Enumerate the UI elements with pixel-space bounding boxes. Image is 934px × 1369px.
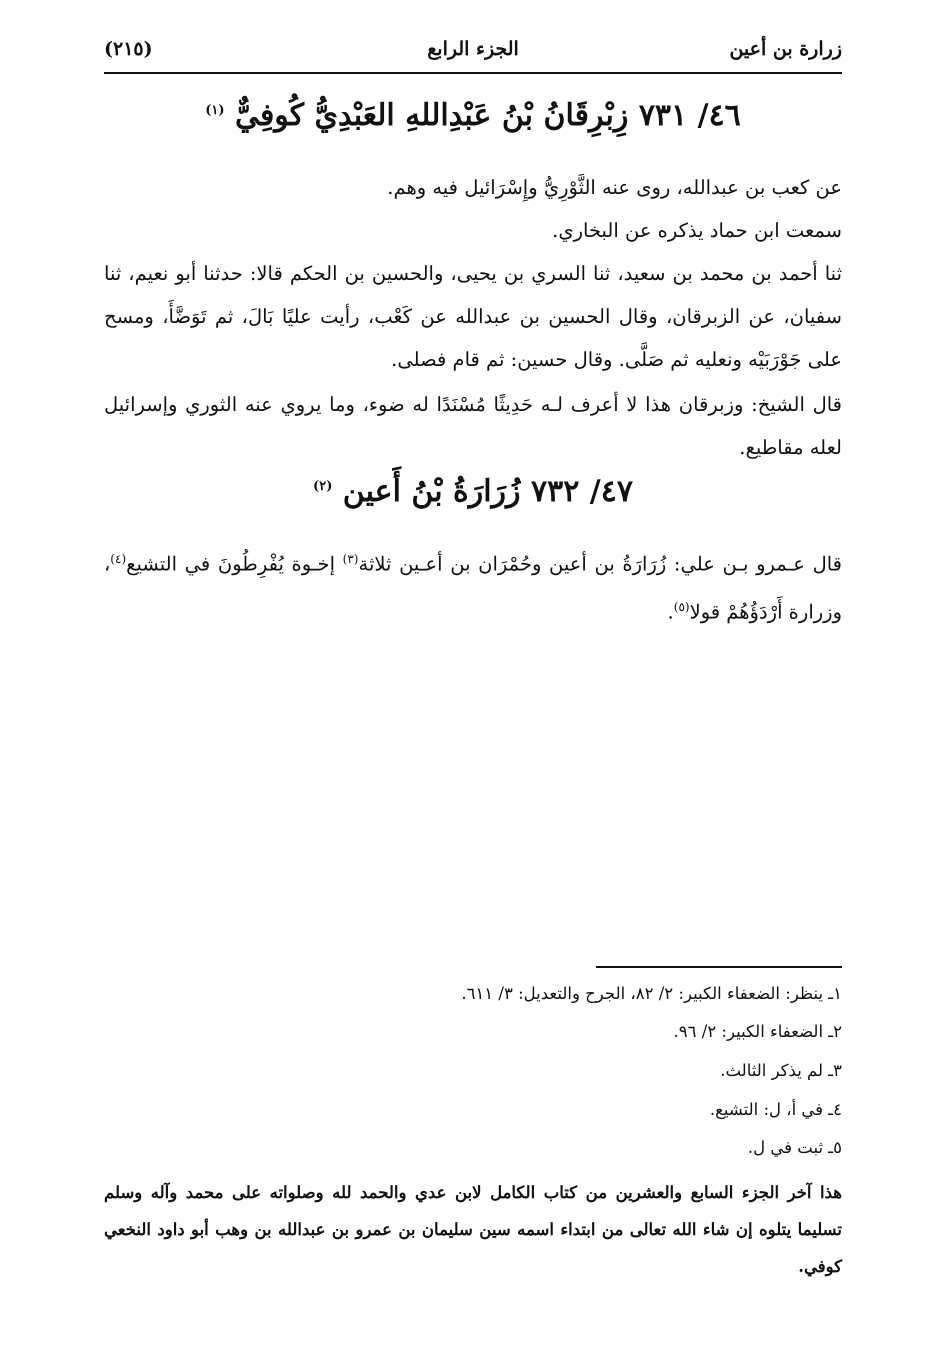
volume-title: الجزء الرابع [427,38,519,60]
footnote-mark: (١) [205,103,225,118]
footnote-item: ٤ـ في أ، ل: التشيع. [709,1100,842,1119]
running-title: زرارة بن أعين [729,38,842,60]
entry-title-47 [104,474,842,509]
header-rule [104,72,842,74]
footnote-item: ٥ـ ثبت في ل. [747,1138,842,1157]
page-header [104,32,842,72]
footnote-mark: (٣) [342,552,359,566]
footnote-mark: (٥) [673,599,690,614]
page-number: (٢١٥) [104,38,153,60]
footnote-item: ٣ـ لم يذكر الثالث. [720,1061,842,1080]
text-run: إخـوة يُفْرِطُونَ في التشيع [126,552,343,576]
entry-paragraph [104,538,842,633]
text-run: ، وزرارة أَرْدَؤُهُمْ قولا [104,552,842,623]
colophon-note: هذا آخر الجزء السابع والعشرين من كتاب الكامل لابن عدي والحمد لله وصلواته على محمد وآله وسلم تسليما يتلوه إن شاء الله تعالى من ابتداء اسمه سين سليمان بن عمرو بن عبدالله بن وهب أبو داود النخعي كوفي. [104,1183,842,1276]
text-run: قال عـمرو بـن علي: زُرَارَةُ بن أعين وحُمْرَان بن أعـين ثلاثة [358,552,843,576]
footnote-mark: (٤) [110,552,127,566]
entry-paragraph: سمعت ابن حماد يذكره عن البخاري. [552,219,842,242]
entry-paragraph: ثنا أحمد بن محمد بن سعيد، ثنا السري بن يحيى، والحسين بن الحكم قالا: حدثنا أبو نعيم، ثنا سفيان، عن الزبرقان، وقال الحسين بن عبدالله عن كَعْب، رأيت عليًا بَالَ، ثم تَوَضَّأَ، ومسح على جَوْرَبَيْه ونعليه ثم صَلَّى. وقال حسين: ثم قام فصلى. [104,262,842,371]
footnote-rule [596,966,842,968]
footnote-mark: (٢) [313,479,333,494]
entry-number: ٤٦/ ٧٣١ [638,98,741,133]
entry-title-46 [104,98,842,133]
entry-paragraph: قال الشيخ: وزبرقان هذا لا أعرف لـه حَدِيثًا مُسْنَدًا له ضوء، وما يروي عنه الثوري وإسرائيل لعله مقاطيع. [104,393,842,459]
entry-name: زِبْرِقَانُ بْنُ عَبْدِاللهِ العَبْدِيُّ كُوفِيٌّ [234,98,629,133]
footnote-item: ٢ـ الضعفاء الكبير: ٢/ ٩٦. [673,1022,842,1041]
entry-name: زُرَارَةُ بْنُ أَعين [342,474,521,509]
entry-paragraph: عن كعب بن عبدالله، روى عنه الثَّوْرِيُّ وإِسْرَائيل فيه وهم. [387,176,842,199]
footnote-item: ١ـ ينظر: الضعفاء الكبير: ٢/ ٨٢، الجرح والتعديل: ٣/ ٦١١. [461,984,842,1003]
text-run: . [667,600,674,623]
entry-number: ٤٧/ ٧٣٢ [530,474,633,509]
